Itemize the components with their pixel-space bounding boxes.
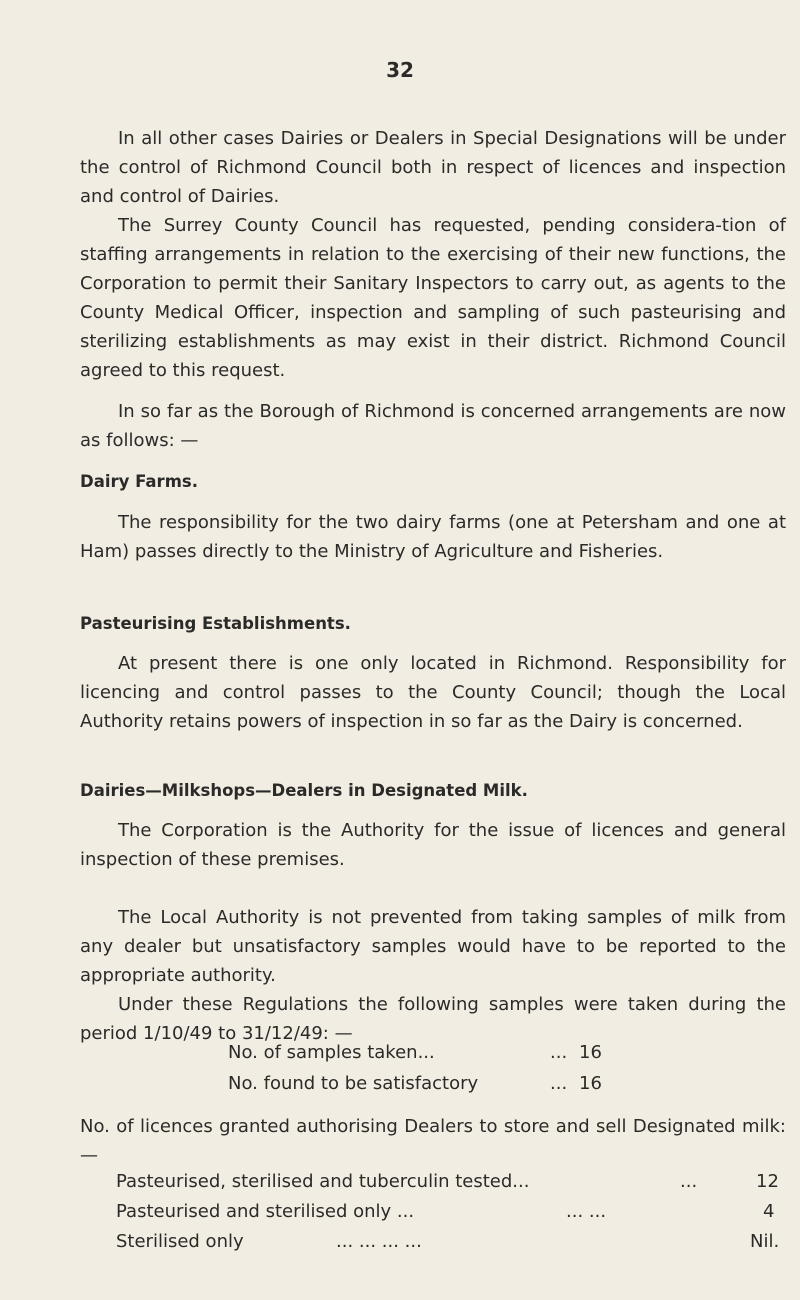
licence-value: Nil. [750, 1231, 780, 1252]
leader-dots: ... [550, 1042, 568, 1063]
leader-dots: ... [680, 1171, 698, 1192]
licence-label: Sterilised only [116, 1231, 244, 1252]
licence-label: Pasteurised and sterilised only ... [116, 1201, 415, 1222]
heading-dairy-farms: Dairy Farms. [80, 472, 198, 491]
paragraph-other-cases: In all other cases Dairies or Dealers in Special Designations will be under the control of Richmond Council both in respect of licences and inspection and control of Dairies. [80, 128, 786, 207]
paragraph-licences: No. of licences granted authorising Dealers to store and sell Designated milk: — [80, 1116, 786, 1166]
sample-label: No. of samples taken... [228, 1042, 435, 1063]
sample-value: 16 [579, 1073, 602, 1094]
sample-value: 16 [579, 1042, 602, 1063]
paragraph-regulations-samples: Under these Regulations the following samples were taken during the period 1/10/49 to 31/12/49: — [80, 994, 786, 1044]
licence-label: Pasteurised, sterilised and tuberculin tested... [116, 1171, 530, 1192]
paragraph-samples-note: The Local Authority is not prevented from taking samples of milk from any dealer but unsatisfactory samples would have to be reported to the appropriate authority. [80, 907, 786, 986]
heading-pasteurising: Pasteurising Establishments. [80, 614, 351, 633]
sample-label: No. found to be satisfactory [228, 1073, 479, 1094]
paragraph-arrangements: In so far as the Borough of Richmond is concerned arrangements are now as follows: — [80, 401, 786, 451]
licence-value: 12 [756, 1171, 779, 1192]
licence-value: 4 [763, 1201, 775, 1222]
leader-dots: ... ... [566, 1201, 607, 1222]
leader-dots: ... ... ... ... [336, 1231, 422, 1252]
paragraph-pasteurising: At present there is one only located in Richmond. Responsibility for licencing and control passes to the County Council; though the Local Authority retains powers of inspection in so far as the Dairy is concerned. [80, 653, 786, 732]
paragraph-dairy-farms: The responsibility for the two dairy farms (one at Petersham and one at Ham) passes directly to the Ministry of Agriculture and Fisheries. [80, 512, 786, 562]
paragraph-corporation-authority: The Corporation is the Authority for the issue of licences and general inspection of these premises. [80, 820, 786, 870]
leader-dots: ... [550, 1073, 568, 1094]
page-number: 32 [386, 58, 414, 82]
heading-dairies: Dairies—Milkshops—Dealers in Designated Milk. [80, 781, 528, 800]
paragraph-surrey-request: The Surrey County Council has requested, pending considera-tion of staffing arrangements in relation to the exercising of their new functions, the Corporation to permit their Sanitary Inspectors to carry out, as agents to the County Medical Officer, inspection and sampling of such pasteurising and sterilizing establishments as may exist in their district. Richmond Council agreed to this request. [80, 215, 786, 381]
